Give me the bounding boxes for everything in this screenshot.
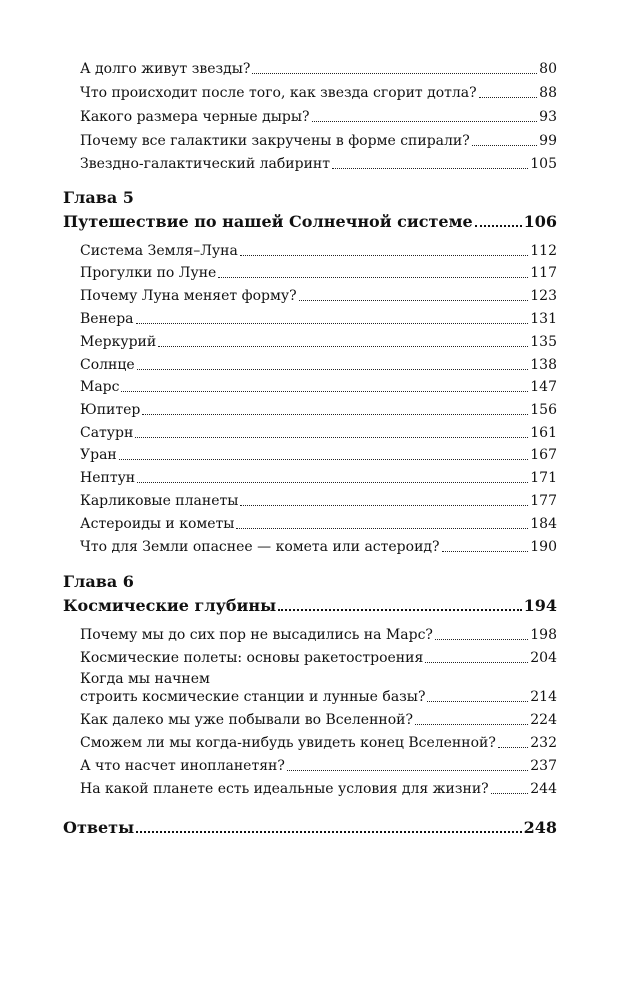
- chapter-label: Глава 5: [63, 188, 134, 207]
- toc-entry-page: 147: [530, 379, 557, 395]
- dot-leader: [415, 722, 528, 725]
- toc-entry-title-line1: Когда мы начнем: [80, 671, 210, 687]
- toc-entry: [80, 242, 557, 260]
- toc-entry-page: 198: [530, 627, 557, 643]
- toc-entry-title: Сможем ли мы когда-нибудь увидеть конец Вселенной?: [80, 735, 496, 751]
- toc-entry-page: 138: [530, 357, 557, 373]
- toc-entry: [80, 734, 557, 752]
- dot-leader: [278, 607, 521, 611]
- toc-entry: [80, 155, 557, 173]
- toc-entry-title: Карликовые планеты: [80, 493, 239, 509]
- chapter-page: 106: [523, 212, 557, 231]
- toc-entry: [80, 469, 557, 487]
- toc-entry-page: 156: [530, 402, 557, 418]
- dot-leader: [121, 389, 528, 392]
- toc-entry-page: 190: [530, 539, 557, 555]
- dot-leader: [218, 275, 528, 278]
- toc-entry-title: Солнце: [80, 357, 135, 373]
- toc-entry-page: 88: [539, 85, 557, 101]
- dot-leader: [252, 71, 537, 74]
- dot-leader: [425, 660, 528, 663]
- toc-entry: [80, 356, 557, 374]
- toc-entry: [80, 492, 557, 510]
- chapter-title-row: [63, 596, 557, 616]
- toc-entry-page: 232: [530, 735, 557, 751]
- toc-entry: [80, 780, 557, 798]
- toc-entry-page: 123: [530, 288, 557, 304]
- toc-entry-page: 117: [530, 265, 557, 281]
- toc-entry-page: 93: [539, 109, 557, 125]
- toc-entry-title: Уран: [80, 447, 117, 463]
- toc-entry-page: 135: [530, 334, 557, 350]
- toc-entry-page: 131: [530, 311, 557, 327]
- toc-entry: [80, 626, 557, 644]
- toc-entry-title: Космические полеты: основы ракетостроения: [80, 650, 424, 666]
- dot-leader: [240, 503, 528, 506]
- dot-leader: [299, 298, 529, 301]
- toc-entry: [80, 84, 557, 102]
- answers-page: 248: [523, 818, 557, 837]
- toc-entry-title: Прогулки по Луне: [80, 265, 217, 281]
- dot-leader: [119, 457, 529, 460]
- toc-entry-page: 214: [530, 689, 557, 705]
- toc-entry-line2: [80, 688, 557, 706]
- toc-entry-page: 224: [530, 712, 557, 728]
- toc-entry-page: 177: [530, 493, 557, 509]
- toc-entry-title: Система Земля–Луна: [80, 243, 238, 259]
- toc-entry-title: Астероиды и кометы: [80, 516, 235, 532]
- dot-leader: [136, 321, 529, 324]
- dot-leader: [137, 367, 529, 370]
- toc-entry-title: Сатурн: [80, 425, 134, 441]
- dot-leader: [427, 699, 528, 702]
- dot-leader: [287, 768, 528, 771]
- dot-leader: [240, 253, 528, 256]
- chapter-title: Путешествие по нашей Солнечной системе: [63, 212, 473, 231]
- dot-leader: [135, 435, 528, 438]
- toc-entry: [80, 757, 557, 775]
- toc-entry-title: Почему Луна меняет форму?: [80, 288, 297, 304]
- toc-entry-page: 244: [530, 781, 557, 797]
- toc-entry-title: А долго живут звезды?: [80, 61, 251, 77]
- toc-entry-page: 99: [539, 133, 557, 149]
- dot-leader: [435, 637, 528, 640]
- dot-leader: [236, 526, 528, 529]
- toc-entry: [80, 401, 557, 419]
- toc-entry-title: Венера: [80, 311, 134, 327]
- toc-entry-title: А что насчет инопланетян?: [80, 758, 285, 774]
- toc-entry-page: 237: [530, 758, 557, 774]
- toc-entry: [80, 264, 557, 282]
- chapter-title-row: [63, 212, 557, 232]
- toc-entry-title: Почему мы до сих пор не высадились на Марс?: [80, 627, 433, 643]
- dot-leader: [442, 549, 529, 552]
- toc-entry: [80, 287, 557, 305]
- toc-entry-title: Как далеко мы уже побывали во Вселенной?: [80, 712, 414, 728]
- dot-leader: [142, 412, 528, 415]
- dot-leader: [136, 829, 521, 833]
- toc-entry-title: Марс: [80, 379, 120, 395]
- dot-leader: [498, 745, 528, 748]
- toc-entry-title: На какой планете есть идеальные условия для жизни?: [80, 781, 489, 797]
- toc-entry: [80, 310, 557, 328]
- toc-entry: [80, 333, 557, 351]
- toc-entry: [80, 60, 557, 78]
- toc-entry: [80, 649, 557, 667]
- dot-leader: [312, 119, 538, 122]
- toc-entry: [80, 515, 557, 533]
- toc-entry-title: Звездно-галактический лабиринт: [80, 156, 330, 172]
- toc-entry: [80, 424, 557, 442]
- toc-entry-page: 80: [539, 61, 557, 77]
- dot-leader: [332, 166, 528, 169]
- toc-entry-title: Какого размера черные дыры?: [80, 109, 310, 125]
- chapter-page: 194: [523, 596, 557, 615]
- dot-leader: [472, 143, 537, 146]
- toc-entry: [80, 538, 557, 556]
- toc-entry-page: 105: [530, 156, 557, 172]
- dot-leader: [137, 480, 528, 483]
- chapter-title: Космические глубины: [63, 596, 277, 615]
- toc-entry: [80, 711, 557, 729]
- toc-entry: [80, 446, 557, 464]
- toc-entry-page: 167: [530, 447, 557, 463]
- dot-leader: [475, 223, 522, 227]
- toc-entry-page: 112: [530, 243, 557, 259]
- toc-entry-page: 204: [530, 650, 557, 666]
- toc-entry-page: 184: [530, 516, 557, 532]
- dot-leader: [479, 95, 538, 98]
- toc-entry-title: Юпитер: [80, 402, 141, 418]
- toc-entry-multiline: [80, 670, 557, 706]
- toc-entry: [80, 132, 557, 150]
- toc-entry-title: Нептун: [80, 470, 136, 486]
- dot-leader: [491, 791, 529, 794]
- toc-entry-title: Что происходит после того, как звезда сгорит дотла?: [80, 85, 477, 101]
- toc-entry-title: Меркурий: [80, 334, 157, 350]
- answers-row: [63, 818, 557, 838]
- toc-entry-title: строить космические станции и лунные базы?: [80, 689, 426, 705]
- toc-entry: [80, 108, 557, 126]
- toc-entry-page: 161: [530, 425, 557, 441]
- toc-entry-title: Что для Земли опаснее — комета или астероид?: [80, 539, 440, 555]
- chapter-label: Глава 6: [63, 572, 134, 591]
- toc-entry: [80, 378, 557, 396]
- dot-leader: [158, 344, 528, 347]
- toc-entry-title: Почему все галактики закручены в форме спирали?: [80, 133, 470, 149]
- toc-entry-page: 171: [530, 470, 557, 486]
- answers-title: Ответы: [63, 818, 135, 837]
